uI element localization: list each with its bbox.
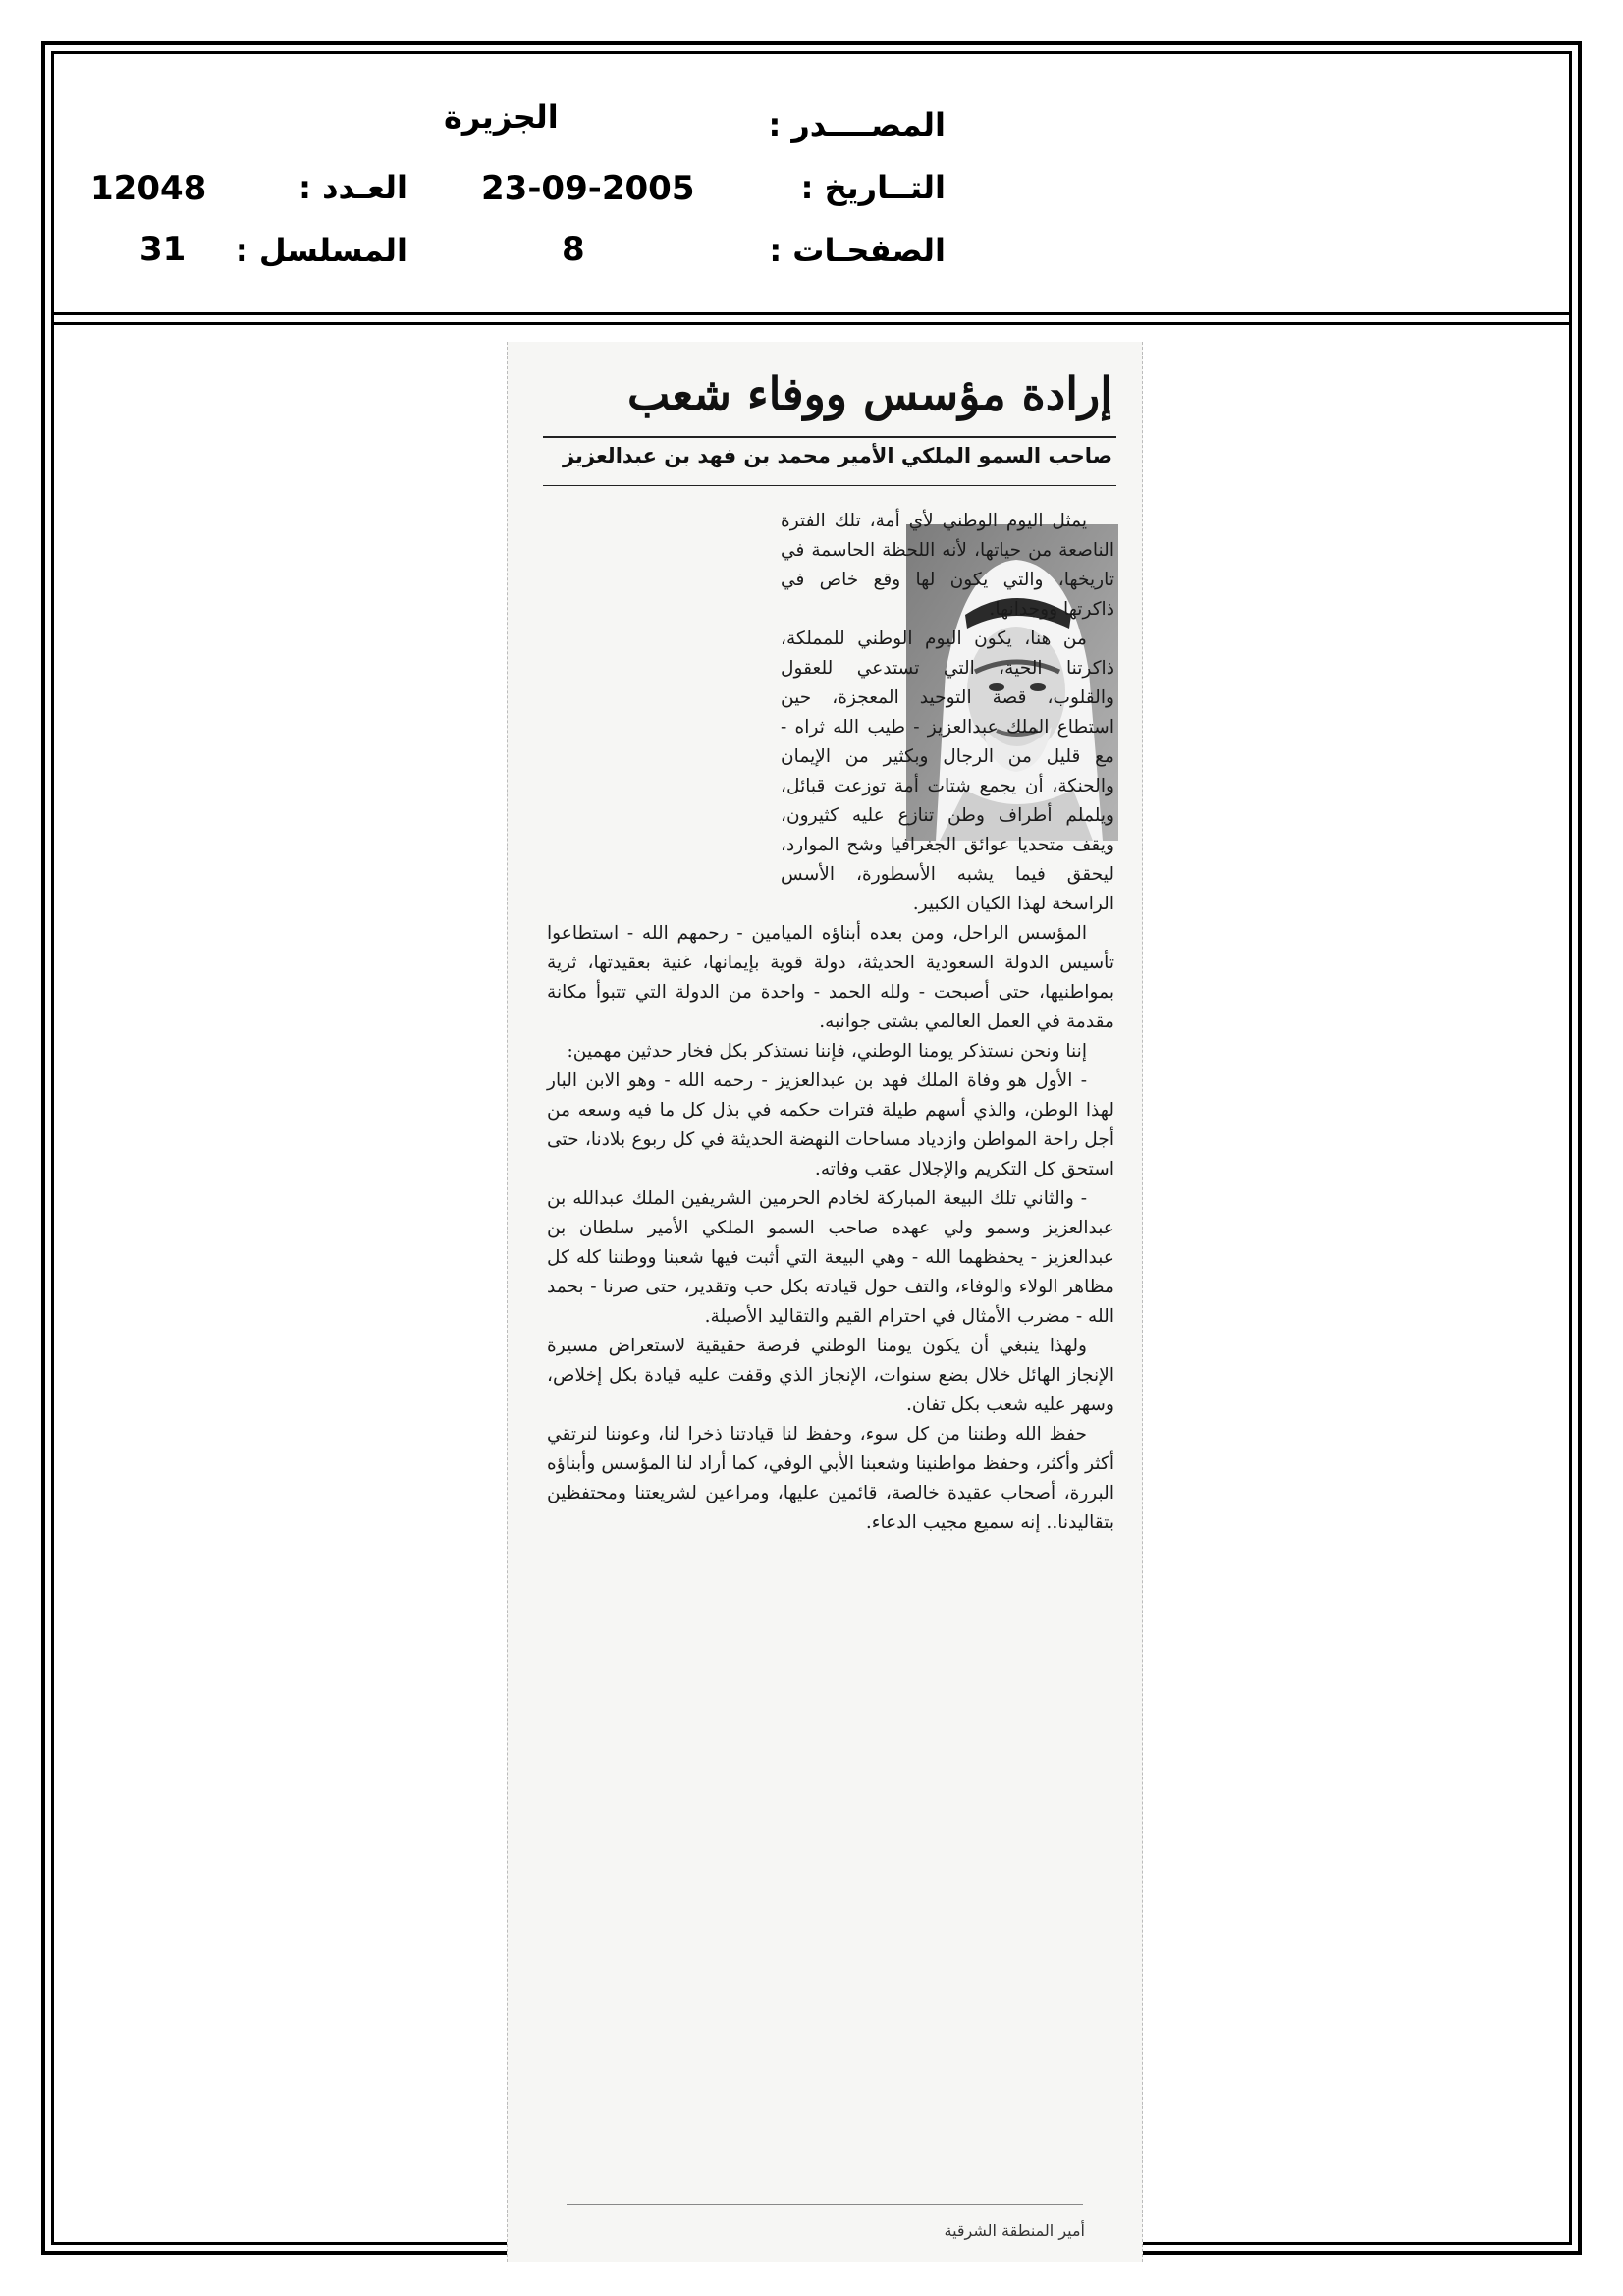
signature-rule [567,2204,1083,2205]
article-byline: صاحب السمو الملكي الأمير محمد بن فهد بن عبدالعزيز [562,444,1112,467]
article-signature: أمير المنطقة الشرقية [944,2221,1085,2240]
byline-rule [543,485,1116,486]
newspaper-clipping [507,342,1143,2262]
issue-label: العـدد : [298,169,407,206]
article-paragraph: المؤسس الراحل، ومن بعده أبناؤه الميامين - رحمهم الله - استطاعوا تأسيس الدولة السعودية الحديثة، دولة قوية بإيمانها، غنية بعقيدتها، ثرية بمواطنيها، حتى أصبحت - ولله الحمد - واحدة من الدولة التي تتبوأ مكانة مقدمة في العمل العالمي بشتى جوانبه. [547,923,1114,1032]
date-value: 23-09-2005 [481,169,695,208]
article-paragraph: - الأول هو وفاة الملك فهد بن عبدالعزيز - رحمه الله - وهو الابن البار لهذا الوطن، والذي أسهم طيلة فترات حكمه في بذل كل ما فيه وسعه من أجل راحة المواطن وازدياد مساحات النهضة الحديثة في كل ربوع بلادنا، حتى استحق كل التكريم والإجلال عقب وفاته. [547,1070,1114,1179]
serial-value: 31 [139,230,187,269]
headline-rule [543,436,1116,438]
source-label: المصــــدر : [768,106,946,143]
article-body [547,507,1114,1538]
date-label: التــاريخ : [800,169,946,206]
article-paragraph: حفظ الله وطننا من كل سوء، وحفظ لنا قيادتنا ذخرا لنا، وعوننا لنرتقي أكثر وأكثر، وحفظ مواطنينا وشعبنا الأبي الوفي، كما أراد لنا المؤسس وأبناؤه البررة، أصحاب عقيدة خالصة، قائمين عليها، ومراعين لشريعتنا ومحتفظين بتقاليدنا.. إنه سميع مجيب الدعاء. [547,1424,1114,1533]
header-divider-top [51,312,1572,315]
pages-label: الصفحـات : [769,232,946,269]
article-paragraph: إننا ونحن نستذكر يومنا الوطني، فإننا نستذكر بكل فخار حدثين مهمين: [567,1041,1087,1062]
source-value: الجزيرة [444,98,559,136]
article-paragraph: - والثاني تلك البيعة المباركة لخادم الحرمين الشريفين الملك عبدالله بن عبدالعزيز وسمو ولي عهده صاحب السمو الملكي الأمير سلطان بن عبدالعزيز - يحفظهما الله - وهي البيعة التي أثبت فيها شعبنا ووطننا كله كل مظاهر الولاء والوفاء، والتف حول قيادته بكل حب وتقدير، حتى صرنا - بحمد الله - مضرب الأمثال في احترام القيم والتقاليد الأصيلة. [547,1188,1114,1327]
serial-label: المسلسل : [235,232,407,269]
issue-value: 12048 [90,169,207,208]
pages-value: 8 [562,230,585,269]
article-paragraph: من هنا، يكون اليوم الوطني للمملكة، ذاكرتنا الحية، التي تستدعي للعقول والقلوب، قصة التوحيد المعجزة، حين استطاع الملك عبدالعزيز - طيب الله ثراه - مع قليل من الرجال وبكثير من الإيمان والحنكة، أن يجمع شتات أمة توزعت قبائل، ويلملم أطراف وطن تنازع عليه كثيرون، ويقف متحديا عوائق الجغرافيا وشح الموارد، ليحقق فيما يشبه الأسطورة، الأسس الراسخة لهذا الكيان الكبير. [781,629,1114,914]
header-divider-bottom [51,322,1572,325]
article-paragraph: ولهذا ينبغي أن يكون يومنا الوطني فرصة حقيقية لاستعراض مسيرة الإنجاز الهائل خلال بضع سنوات، الإنجاز الذي وقفت عليه قيادة بكل إخلاص، وسهر عليه شعب بكل تفان. [547,1336,1114,1415]
article-headline: إرادة مؤسس ووفاء شعب [627,367,1112,420]
article-paragraph: يمثل اليوم الوطني لأي أمة، تلك الفترة الناصعة من حياتها، لأنه اللحظة الحاسمة في تاريخها، والتي يكون لها وقع خاص في ذاكرتها ووجدانها. [781,511,1114,620]
